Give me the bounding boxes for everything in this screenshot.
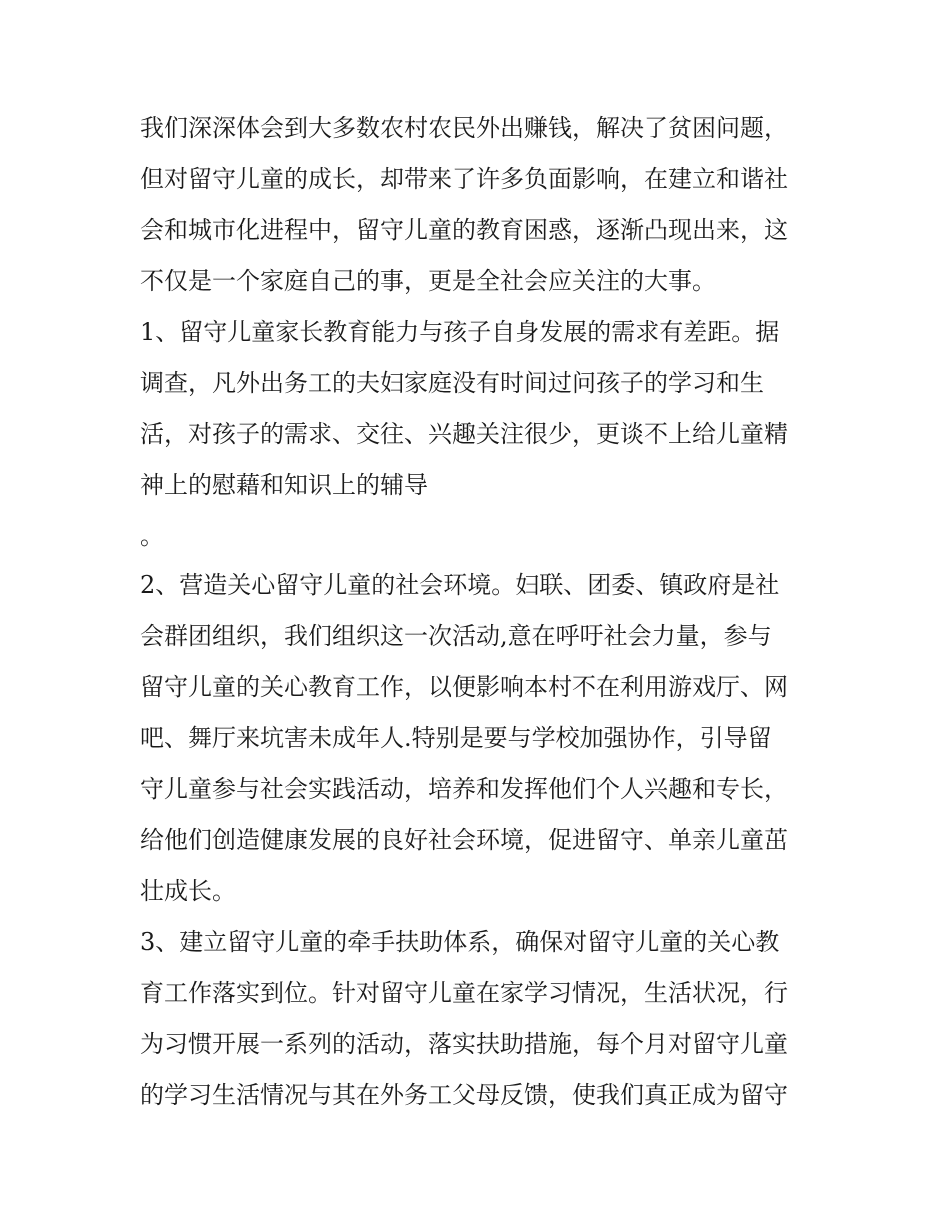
text-line: 会群团组织，我们组织这一次活动,意在呼吁社会力量，参与 — [140, 622, 772, 650]
text-line: 3、建立留守儿童的牵手扶助体系，确保对留守儿童的关心教 — [140, 928, 780, 956]
document-body — [140, 103, 820, 1121]
paragraph-orphan-period — [140, 511, 820, 549]
text-line: 壮成长。 — [140, 877, 236, 905]
text-line: 留守儿童的关心教育工作，以便影响本村不在利用游戏厅、网 — [140, 673, 788, 701]
text-line: 吧、舞厅来坑害未成年人.特别是要与学校加强协作，引导留 — [140, 724, 772, 752]
text-line: 我们深深体会到大多数农村农民外出赚钱，解决了贫困问题， — [140, 114, 788, 142]
text-line: 1、留守儿童家长教育能力与孩子自身发展的需求有差距。据 — [140, 318, 780, 346]
text-line: 守儿童参与社会实践活动，培养和发挥他们个人兴趣和专长， — [140, 775, 788, 803]
text-line: 为习惯开展一系列的活动，落实扶助措施，每个月对留守儿童 — [140, 1030, 788, 1058]
paragraph-point-2 — [140, 560, 820, 917]
text-line: 不仅是一个家庭自己的事，更是全社会应关注的大事。 — [140, 267, 716, 295]
paragraph-point-1 — [140, 307, 820, 511]
text-line: 。 — [140, 522, 164, 550]
text-line: 活，对孩子的需求、交往、兴趣关注很少，更谈不上给儿童精 — [140, 420, 788, 448]
text-line: 的学习生活情况与其在外务工父母反馈，使我们真正成为留守 — [140, 1081, 788, 1109]
text-line: 给他们创造健康发展的良好社会环境，促进留守、单亲儿童茁 — [140, 826, 788, 854]
paragraph-point-3 — [140, 917, 820, 1121]
paragraph-intro — [140, 103, 820, 307]
text-line: 调查，凡外出务工的夫妇家庭没有时间过问孩子的学习和生 — [140, 369, 764, 397]
text-line: 育工作落实到位。针对留守儿童在家学习情况，生活状况，行 — [140, 979, 788, 1007]
text-line: 2、营造关心留守儿童的社会环境。妇联、团委、镇政府是社 — [140, 571, 780, 599]
text-line: 会和城市化进程中，留守儿童的教育困惑，逐渐凸现出来，这 — [140, 216, 788, 244]
text-line: 神上的慰藉和知识上的辅导 — [140, 471, 428, 499]
text-line: 但对留守儿童的成长，却带来了许多负面影响，在建立和谐社 — [140, 165, 788, 193]
